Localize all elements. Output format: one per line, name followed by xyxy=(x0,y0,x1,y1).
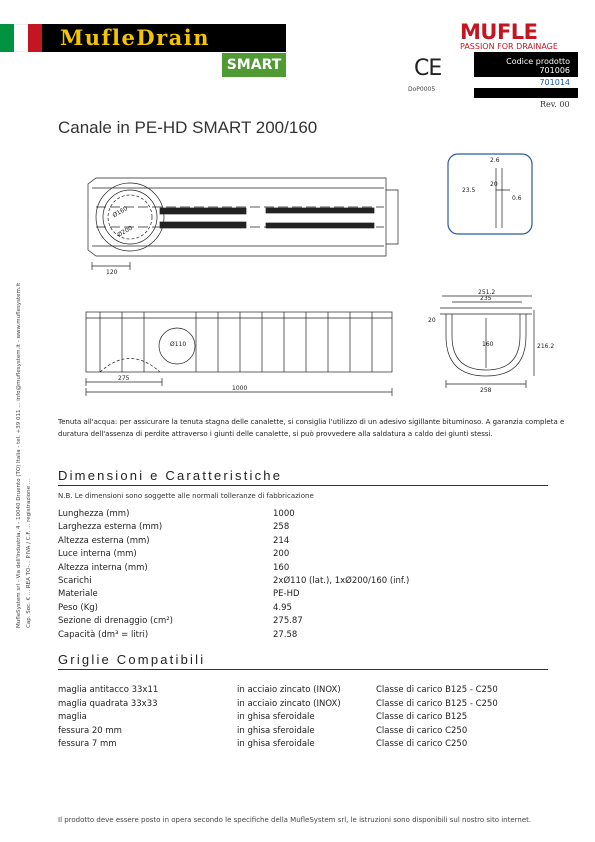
label-23-5: 23.5 xyxy=(462,187,476,194)
footer-note: Il prodotto deve essere posto in opera secondo le specifiche della MufleSystem srl, le istruzioni sono disponibili sul nostro sito internet. xyxy=(58,816,532,824)
spec-value: 275.87 xyxy=(273,616,303,627)
mufle-tagline: PASSION FOR DRAINAGE xyxy=(460,42,558,51)
grate-type: fessura 7 mm xyxy=(58,739,117,750)
label-235: 235 xyxy=(480,295,492,302)
grate-row xyxy=(58,684,498,698)
spec-row xyxy=(58,508,409,521)
label-275: 275 xyxy=(118,375,130,382)
spec-value: 160 xyxy=(273,562,290,573)
ce-mark: CE xyxy=(414,56,442,81)
smart-badge: SMART xyxy=(222,53,286,77)
spec-row xyxy=(58,588,409,601)
grate-row xyxy=(58,725,498,739)
spec-key: Scarichi xyxy=(58,575,92,586)
grate-type: fessura 20 mm xyxy=(58,725,122,736)
spec-value: PE-HD xyxy=(273,589,300,600)
grate-material: in ghisa sferoidale xyxy=(237,739,315,750)
spec-key: Peso (Kg) xyxy=(58,602,98,613)
grate-class: Classe di carico C250 xyxy=(376,725,468,736)
code-label: Codice prodotto xyxy=(506,57,570,66)
label-det-20: 20 xyxy=(490,181,498,188)
dimensions-rule xyxy=(58,485,548,486)
spec-row xyxy=(58,535,409,548)
spec-row xyxy=(58,629,409,642)
grate-material: in acciaio zincato (INOX) xyxy=(237,685,341,695)
grate-row xyxy=(58,711,498,725)
top-view-drawing xyxy=(88,178,398,270)
spec-key: Larghezza esterna (mm) xyxy=(58,522,163,533)
grate-type: maglia xyxy=(58,712,87,723)
spec-value: 4.95 xyxy=(273,602,292,613)
spec-row xyxy=(58,602,409,615)
spec-value: 2xØ110 (lat.), 1xØ200/160 (inf.) xyxy=(273,575,410,586)
label-258: 258 xyxy=(480,387,492,394)
grates-rule xyxy=(58,669,548,670)
spec-value: 27.58 xyxy=(273,629,298,640)
dop-code: DoP0005 xyxy=(408,86,436,93)
spec-value: 214 xyxy=(273,535,290,546)
spec-row xyxy=(58,548,409,561)
grate-class: Classe di carico B125 - C250 xyxy=(376,698,498,709)
spec-key: Altezza esterna (mm) xyxy=(58,535,150,546)
dimensions-heading: Dimensioni e Caratteristiche xyxy=(58,468,283,483)
spec-row xyxy=(58,575,409,588)
tolerance-note: N.B. Le dimensioni sono soggette alle normali tolleranze di fabbricazione xyxy=(58,492,314,500)
spec-key: Luce interna (mm) xyxy=(58,549,137,560)
spec-value: 258 xyxy=(273,522,290,533)
side-line-1: MufleSystem srl - Via dell'Industria, 4 - 10040 Druento (TO) Italia - tel. +39 011 ... info@muflesystem.it - www.muflesystem.it xyxy=(16,282,22,628)
brand-logo: MufleDrain xyxy=(60,25,211,50)
label-160: 160 xyxy=(482,341,494,348)
label-d160: Ø160 xyxy=(111,205,129,220)
label-2-6: 2.6 xyxy=(490,157,500,164)
technical-drawings xyxy=(0,0,595,420)
grate-type: maglia quadrata 33x33 xyxy=(58,698,158,709)
label-1000: 1000 xyxy=(232,385,248,392)
spec-row xyxy=(58,521,409,534)
mufle-logo: MUFLE xyxy=(460,20,538,44)
side-line-2: Cap. Soc. € ... REA TO-... P.IVA / C.F. ... registrazione ... xyxy=(26,479,32,628)
code-2: 701014 xyxy=(474,77,578,88)
spec-key: Sezione di drenaggio (cm²) xyxy=(58,616,174,627)
water-tightness-note: Tenuta all'acqua: per assicurare la tenuta stagna delle canalette, si consiglia l'utilizzo di un adesivo sigillante bituminoso. A garanzia completa e duratura dell'assenza di perdite attraverso i giunti delle canalette, si può provvedere alla saldatura a caldo dei giunti stessi. xyxy=(58,418,565,438)
spec-value: 200 xyxy=(273,549,290,560)
spec-key: Materiale xyxy=(58,589,98,600)
revision: Rev. 00 xyxy=(540,100,570,109)
spec-value: 1000 xyxy=(273,509,295,519)
spec-key: Altezza interna (mm) xyxy=(58,562,148,573)
code-1: 701006 xyxy=(539,66,570,75)
grate-material: in ghisa sferoidale xyxy=(237,725,315,736)
spec-table xyxy=(58,508,409,642)
label-0-6: 0.6 xyxy=(512,195,522,202)
label-120: 120 xyxy=(106,269,118,276)
detail-drawing xyxy=(448,154,532,234)
label-20: 20 xyxy=(428,317,436,324)
grates-table xyxy=(58,684,498,752)
grate-material: in ghisa sferoidale xyxy=(237,712,315,723)
grate-row xyxy=(58,698,498,712)
grate-class: Classe di carico B125 xyxy=(376,712,468,723)
spec-row xyxy=(58,615,409,628)
page-title: Canale in PE-HD SMART 200/160 xyxy=(58,118,318,137)
label-216: 216.2 xyxy=(537,343,555,350)
grates-heading: Griglie Compatibili xyxy=(58,652,206,667)
label-d110: Ø110 xyxy=(170,341,187,348)
grate-row xyxy=(58,738,498,752)
spec-row xyxy=(58,562,409,575)
grate-material: in acciaio zincato (INOX) xyxy=(237,698,341,709)
spec-key: Lunghezza (mm) xyxy=(58,509,130,519)
label-d200: Ø200 xyxy=(116,224,134,239)
grate-type: maglia antitacco 33x11 xyxy=(58,685,159,695)
spec-key: Capacità (dm³ = litri) xyxy=(58,629,149,640)
grate-class: Classe di carico B125 - C250 xyxy=(376,685,498,695)
side-view-drawing xyxy=(86,312,392,396)
grate-class: Classe di carico C250 xyxy=(376,739,468,750)
label-251: 251.2 xyxy=(478,289,496,296)
